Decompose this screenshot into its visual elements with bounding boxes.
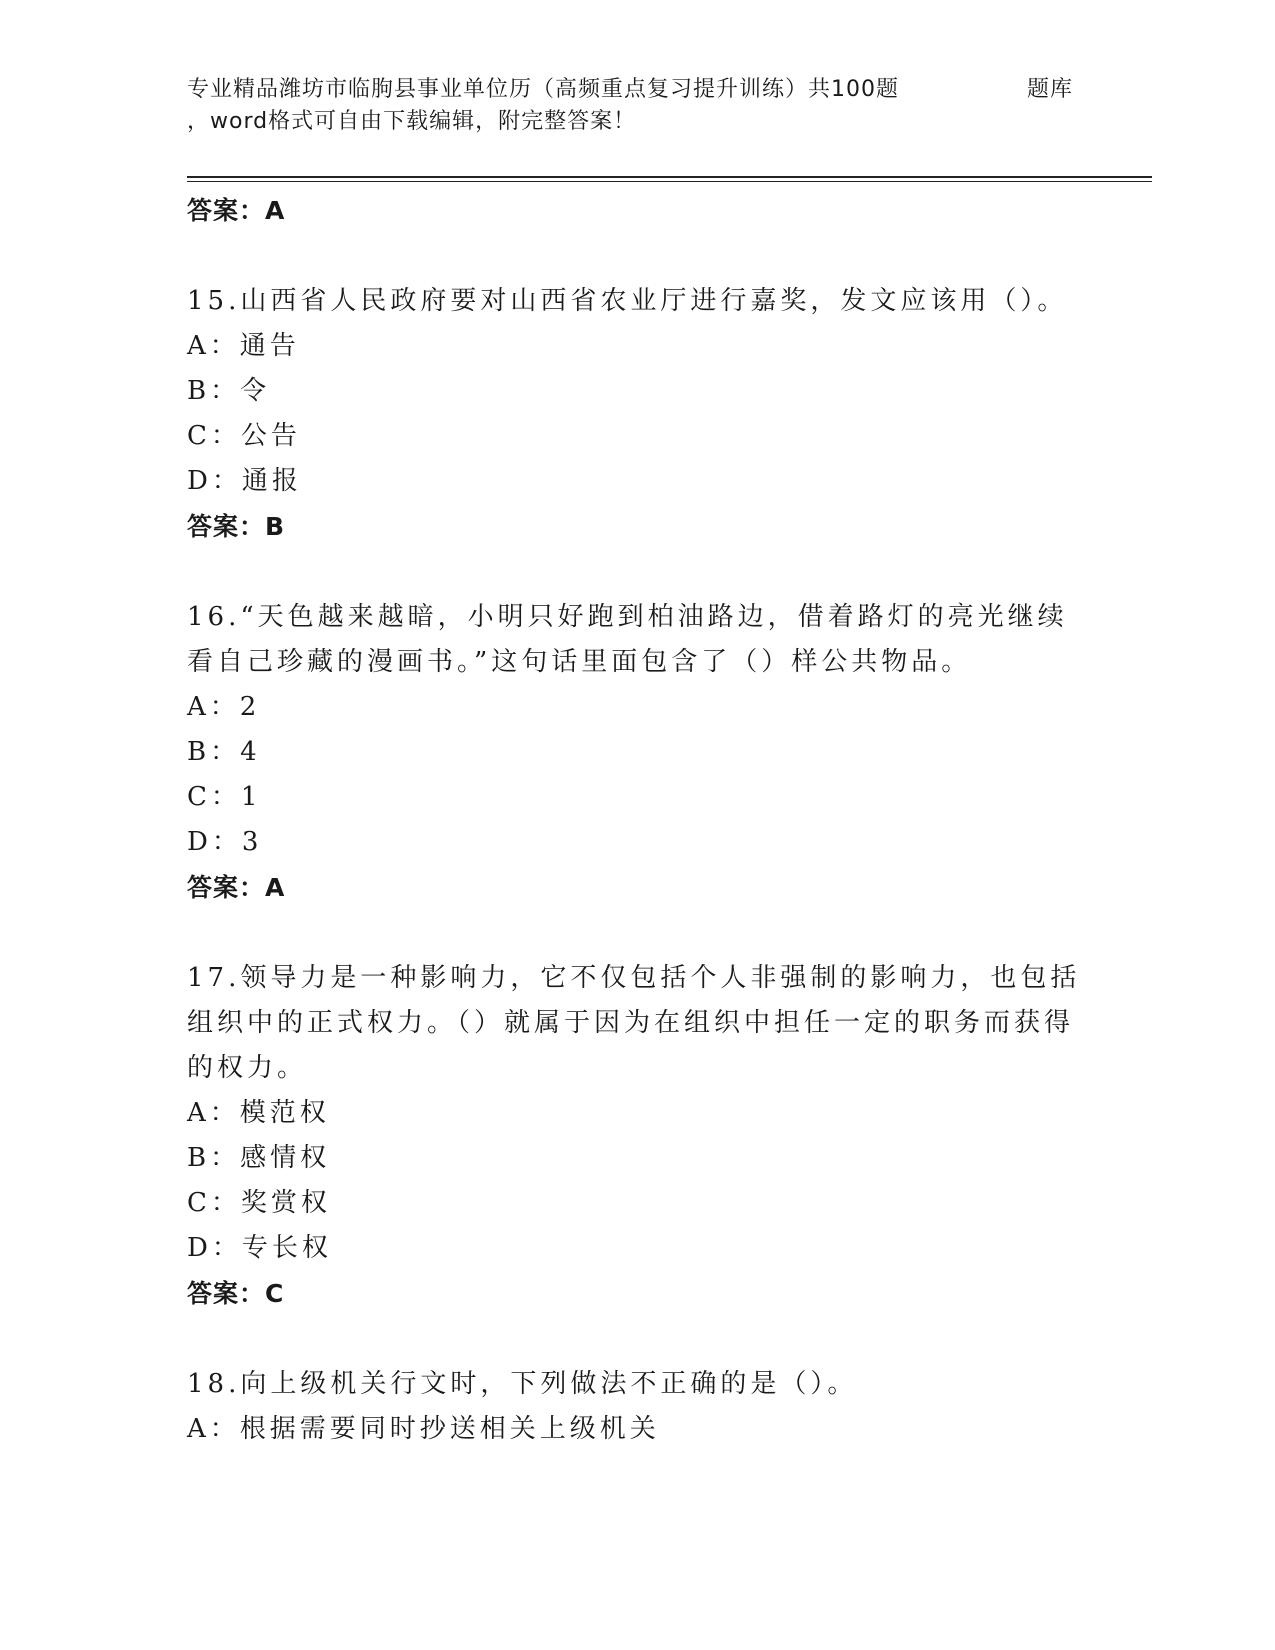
- header-tag: 题库: [1027, 77, 1074, 102]
- question-text: 17.领导力是一种影响力，它不仅包括个人非强制的影响力，也包括组织中的正式权力。（）就属于因为在组织中担任一定的职务而获得的权力。: [187, 963, 1081, 1083]
- option-c: C：1: [187, 782, 262, 812]
- option-b: B：令: [187, 376, 271, 406]
- header-title: 专业精品潍坊市临朐县事业单位历（高频重点复习提升训练）共100题: [187, 77, 899, 102]
- option-d: D：专长权: [187, 1233, 332, 1263]
- question-16: [187, 595, 1087, 910]
- option-c: C：奖赏权: [187, 1188, 331, 1218]
- option-d: D：3: [187, 827, 263, 857]
- header-line-2: ，word格式可自由下载编辑，附完整答案！: [187, 109, 637, 134]
- option-a: A：根据需要同时抄送相关上级机关: [187, 1414, 660, 1444]
- question-text: 18.向上级机关行文时，下列做法不正确的是（）。: [187, 1369, 858, 1399]
- header-line-1: [187, 74, 1087, 106]
- option-a: A：模范权: [187, 1098, 330, 1128]
- answer-line: 答案：B: [187, 512, 286, 541]
- document-body: [187, 188, 1087, 1452]
- option-c: C：公告: [187, 421, 301, 451]
- question-15: [187, 279, 1087, 549]
- header-divider-thin: [187, 181, 1152, 182]
- page-header: [187, 74, 1087, 138]
- question-text: 16.“天色越来越暗，小明只好跑到柏油路边，借着路灯的亮光继续看自己珍藏的漫画书。”这句话里面包含了（）样公共物品。: [187, 602, 1068, 677]
- question-17: [187, 956, 1087, 1316]
- option-a: A：通告: [187, 331, 300, 361]
- option-b: B：感情权: [187, 1143, 331, 1173]
- answer-line: 答案：A: [187, 873, 286, 902]
- option-a: A：2: [187, 692, 261, 722]
- option-b: B：4: [187, 737, 261, 767]
- question-18: [187, 1362, 1087, 1452]
- answer-line: 答案：C: [187, 1279, 285, 1308]
- question-text: 15.山西省人民政府要对山西省农业厅进行嘉奖，发文应该用（）。: [187, 286, 1068, 316]
- previous-answer: 答案：A: [187, 196, 286, 225]
- option-d: D：通报: [187, 466, 302, 496]
- header-divider-thick: [187, 176, 1152, 178]
